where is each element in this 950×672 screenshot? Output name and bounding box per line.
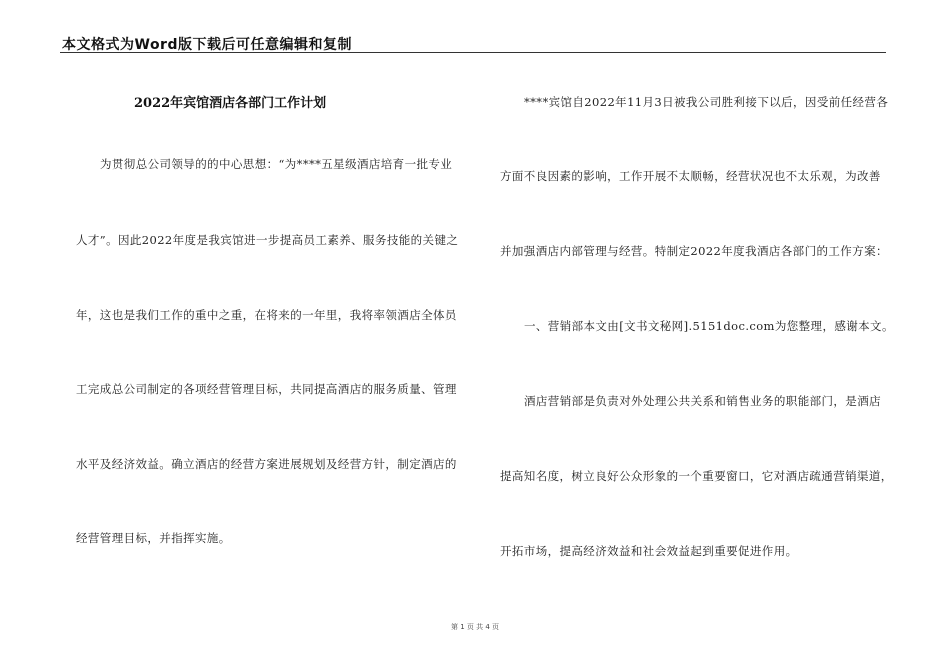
left-paragraph-line: 水平及经济效益。确立酒店的经营方案进展规划及经营方针，制定酒店的	[76, 457, 457, 471]
right-paragraph-line: 酒店营销部是负责对外处理公共关系和销售业务的职能部门，是酒店	[524, 394, 881, 408]
right-paragraph-line: 并加强酒店内部管理与经营。特制定2022年度我酒店各部门的工作方案：	[500, 244, 888, 258]
left-paragraph-line: 工完成总公司制定的各项经营管理目标，共同提高酒店的服务质量、管理	[76, 382, 457, 396]
right-paragraph-line: 提高知名度，树立良好公众形象的一个重要窗口，它对酒店疏通营销渠道，	[500, 469, 893, 483]
page-number: 第 1 页 共 4 页	[450, 623, 500, 631]
header-banner: 本文格式为Word版下载后可任意编辑和复制	[62, 37, 352, 53]
right-paragraph-line: 开拓市场，提高经济效益和社会效益起到重要促进作用。	[500, 544, 798, 558]
right-paragraph-line: 一、营销部本文由[文书文秘网].5151doc.com为您整理，感谢本文。	[524, 319, 894, 333]
header-divider	[60, 52, 886, 53]
left-paragraph-line: 为贯彻总公司领导的的中心思想：“为****五星级酒店培育一批专业	[100, 157, 453, 171]
right-paragraph-line: ****宾馆自2022年11月3日被我公司胜利接下以后，因受前任经营各	[524, 95, 889, 109]
left-paragraph-line: 年，这也是我们工作的重中之重，在将来的一年里，我将率领酒店全体员	[76, 308, 457, 322]
left-paragraph-line: 人才”。因此2022年度是我宾馆进一步提高员工素养、服务技能的关键之	[76, 233, 459, 247]
right-paragraph-line: 方面不良因素的影响，工作开展不太顺畅，经营状况也不太乐观，为改善	[500, 169, 881, 183]
document-title: 2022年宾馆酒店各部门工作计划	[134, 96, 327, 111]
left-paragraph-line: 经营管理目标，并指挥实施。	[76, 531, 231, 545]
